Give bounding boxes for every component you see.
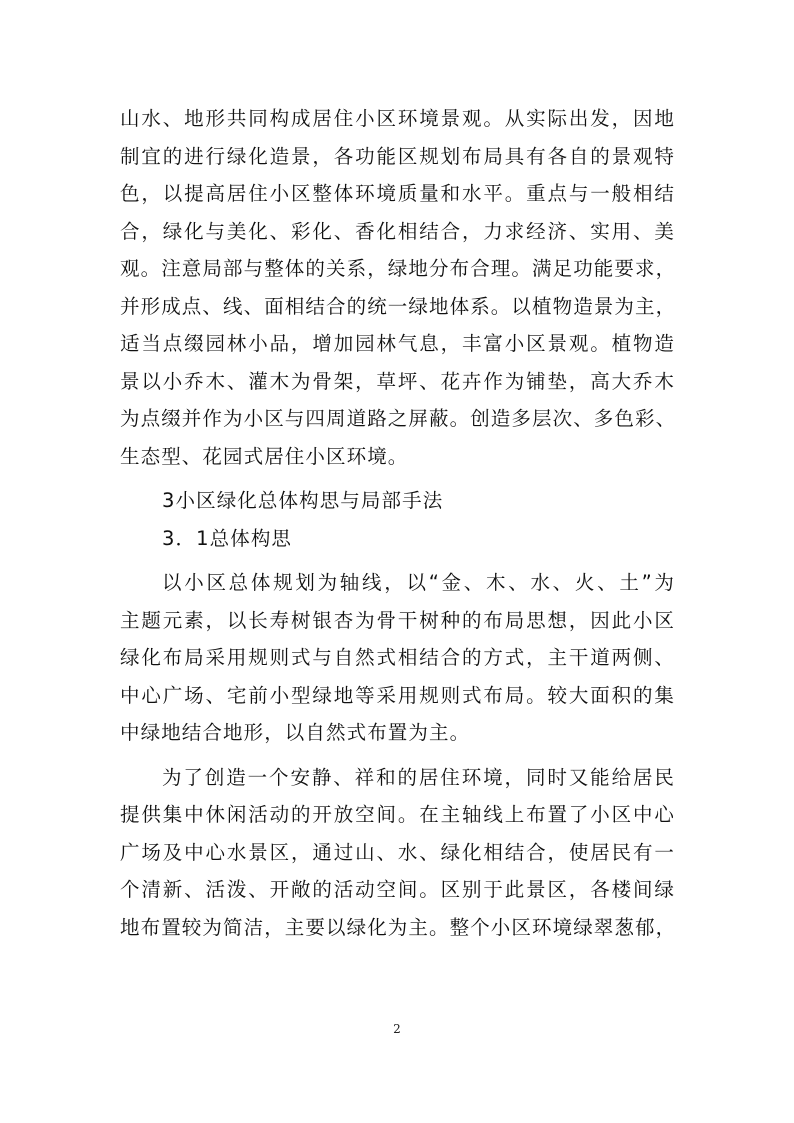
paragraph-spacing — [120, 752, 675, 759]
text-line: 中绿地结合地形，以自然式布置为主。 — [120, 721, 471, 744]
document-page — [120, 100, 675, 946]
text-line: 适当点缀园林小品，增加园林气息，丰富小区景观。植物造 — [120, 332, 675, 355]
text-line: 制宜的进行绿化造景，各功能区规划布局具有各自的景观特 — [120, 144, 675, 168]
text-line: 为点缀并作为小区与四周道路之屏蔽。创造多层次、多色彩、 — [120, 407, 677, 430]
paragraph-overall-concept — [120, 564, 675, 752]
text-line: 地布置较为简洁，主要以绿化为主。整个小区环境绿翠葱郁， — [120, 915, 677, 939]
paragraph-spacing — [120, 475, 675, 482]
text-line: 广场及中心水景区，通过山、水、绿化相结合，使居民有一 — [120, 840, 675, 864]
text-line: 色，以提高居住小区整体环境质量和水平。重点与一般相结 — [120, 182, 675, 205]
text-line: 为了创造一个安静、祥和的居住环境，同时又能给居民 — [162, 765, 675, 789]
section-heading: 3小区绿化总体构思与局部手法 — [162, 489, 444, 512]
paragraph-landscape-principles — [120, 100, 675, 475]
subsection-heading: 3．1总体构思 — [162, 526, 293, 550]
text-line: 个清新、活泼、开敞的活动空间。区别于此景区，各楼间绿 — [120, 878, 675, 901]
page-number: 2 — [393, 1022, 401, 1036]
text-line: 绿化布局采用规则式与自然式相结合的方式，主干道两侧、 — [120, 646, 675, 669]
text-line: 并形成点、线、面相结合的统一绿地体系。以植物造景为主， — [120, 294, 677, 318]
paragraph-residential-environment — [120, 759, 675, 947]
text-line: 提供集中休闲活动的开放空间。在主轴线上布置了小区中心 — [120, 803, 675, 826]
text-line: 山水、地形共同构成居住小区环境景观。从实际出发，因地 — [120, 107, 675, 130]
text-line: 以小区总体规划为轴线，以“金、木、水、火、土”为 — [162, 571, 675, 594]
text-line: 合，绿化与美化、彩化、香化相结合，力求经济、实用、美 — [120, 219, 675, 243]
paragraph-spacing — [120, 557, 675, 564]
text-line: 观。注意局部与整体的关系，绿地分布合理。满足功能要求， — [120, 257, 677, 280]
text-line: 主题元素，以长寿树银杏为骨干树种的布局思想，因此小区 — [120, 608, 675, 632]
text-line: 生态型、花园式居住小区环境。 — [120, 444, 409, 468]
text-line: 景以小乔木、灌木为骨架，草坪、花卉作为铺垫，高大乔木 — [120, 369, 675, 393]
text-line: 中心广场、宅前小型绿地等采用规则式布局。较大面积的集 — [120, 683, 675, 707]
